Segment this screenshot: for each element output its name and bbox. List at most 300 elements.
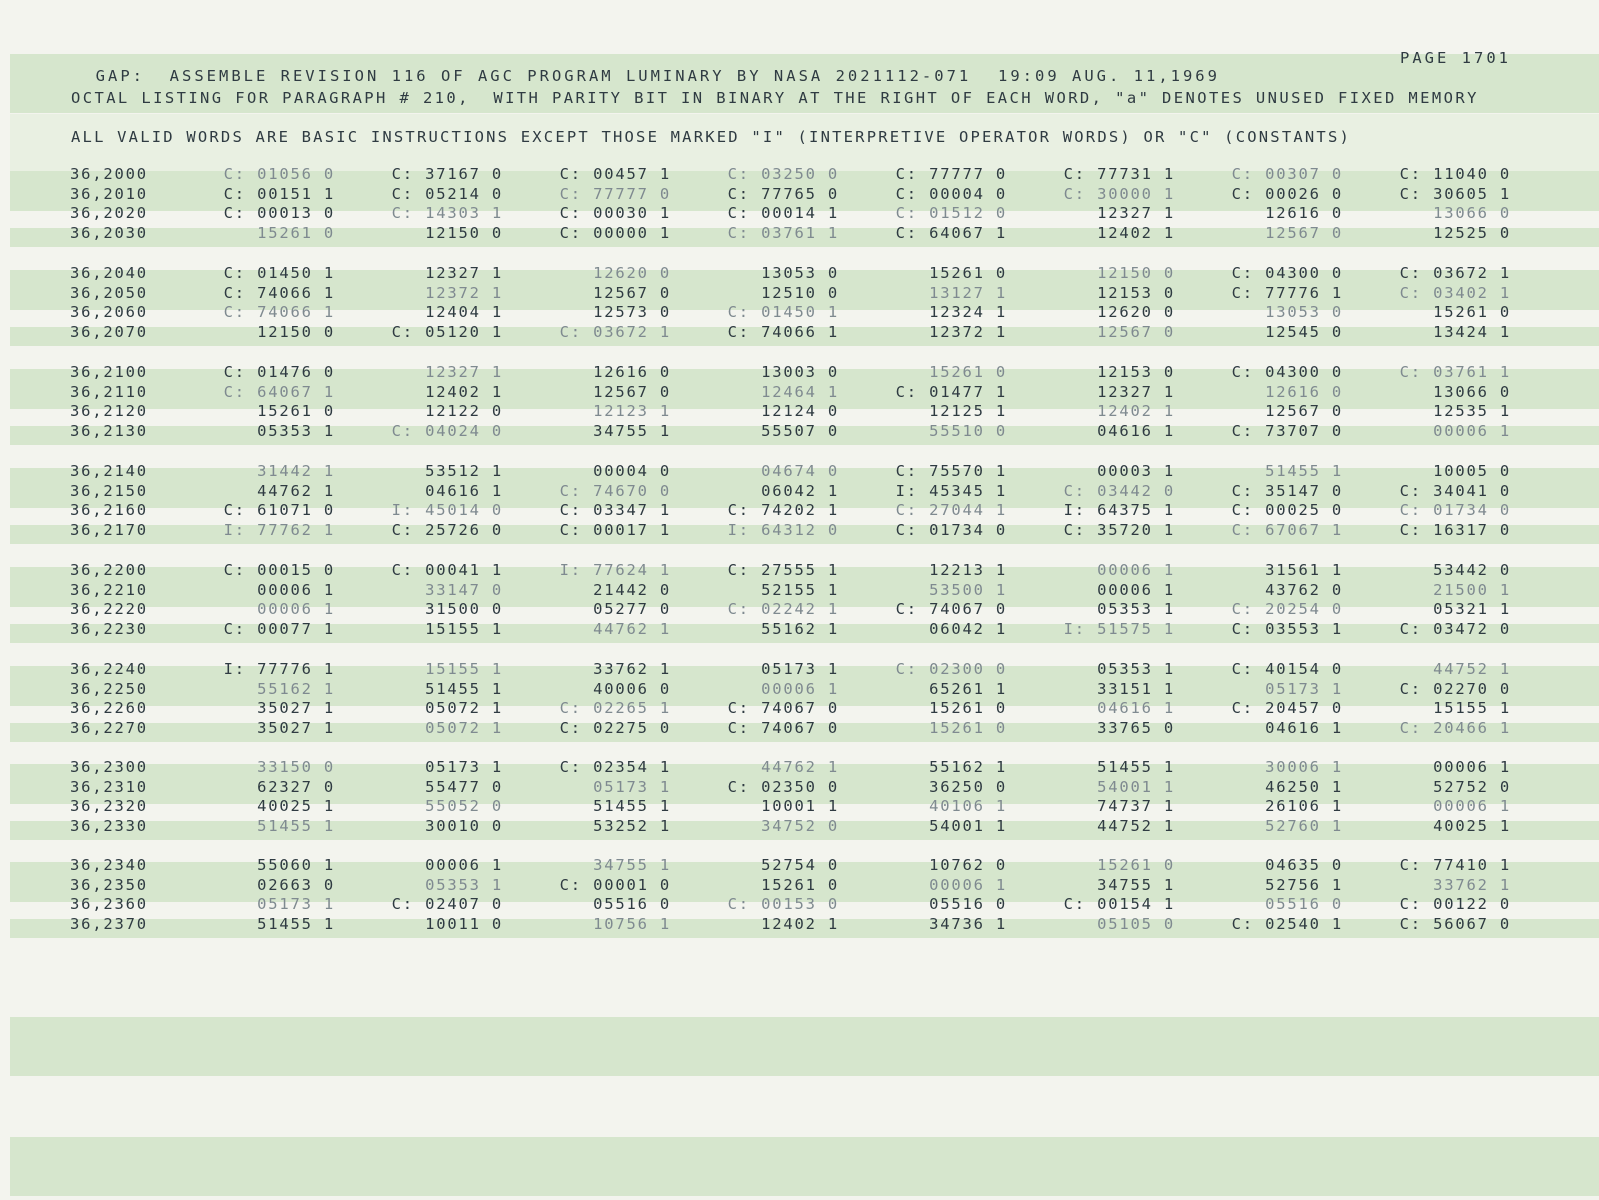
memory-word: 05173 1 [593, 777, 671, 796]
row-address: 36,2360 [70, 895, 148, 914]
memory-word: 10005 0 [1433, 462, 1511, 480]
listing-row [0, 482, 1599, 502]
memory-word: 26106 1 [1265, 797, 1343, 816]
memory-word: C: 01512 0 [895, 204, 1007, 223]
listing-row [0, 165, 1599, 185]
memory-word: 12567 0 [593, 382, 671, 401]
row-address: 36,2010 [70, 184, 148, 203]
row-address: 36,2130 [70, 422, 148, 441]
listing-row [0, 600, 1599, 620]
header-timestamp: 19:09 AUG. 11,1969 [998, 67, 1220, 85]
memory-word: 12535 1 [1433, 402, 1511, 421]
header-line-title [71, 49, 1511, 85]
listing-row [0, 758, 1599, 778]
memory-word: 04635 0 [1265, 856, 1343, 874]
memory-word: C: 05120 1 [391, 323, 503, 342]
listing-row [0, 876, 1599, 896]
memory-word: C: 02270 0 [1399, 679, 1511, 698]
memory-word: 40025 1 [1433, 817, 1511, 836]
memory-word: 00006 1 [257, 580, 335, 599]
memory-word: C: 03472 0 [1399, 620, 1511, 639]
memory-word: C: 03553 1 [1231, 620, 1343, 639]
memory-word: 00003 1 [1097, 462, 1175, 480]
row-address: 36,2150 [70, 481, 148, 500]
memory-word: 00006 1 [425, 856, 503, 874]
memory-word: 12327 1 [1097, 382, 1175, 401]
memory-word: C: 00153 0 [727, 895, 839, 914]
memory-word: 05353 1 [1097, 600, 1175, 619]
header-title: GAP: ASSEMBLE REVISION 116 OF AGC PROGRAM LUMINARY BY NASA 2021112-071 [95, 67, 972, 85]
memory-word: 05516 0 [1265, 895, 1343, 914]
memory-word: 15155 1 [1433, 699, 1511, 718]
row-address: 36,2320 [70, 797, 148, 816]
memory-word: C: 34041 0 [1399, 481, 1511, 500]
memory-word: 12150 0 [1097, 264, 1175, 282]
memory-word: C: 00457 1 [559, 165, 671, 183]
memory-word: 12327 1 [425, 363, 503, 381]
memory-word: I: 77762 1 [223, 521, 335, 540]
memory-word: 46250 1 [1265, 777, 1343, 796]
memory-word: C: 74067 0 [727, 699, 839, 718]
memory-word: 12567 0 [1097, 323, 1175, 342]
memory-word: 05277 0 [593, 600, 671, 619]
memory-word: C: 02265 1 [559, 699, 671, 718]
memory-word: 34755 1 [1097, 875, 1175, 894]
memory-word: C: 35720 1 [1063, 521, 1175, 540]
memory-word: 15261 0 [761, 875, 839, 894]
row-address: 36,2310 [70, 777, 148, 796]
memory-word: 12153 0 [1097, 283, 1175, 302]
memory-word: 51455 1 [425, 679, 503, 698]
memory-word: 12404 1 [425, 303, 503, 322]
row-address: 36,2300 [70, 758, 148, 776]
row-address: 36,2220 [70, 600, 148, 619]
blank-band [10, 1017, 1599, 1076]
memory-word: 00006 1 [929, 875, 1007, 894]
blank-band [10, 1137, 1599, 1196]
memory-word: 12510 0 [761, 283, 839, 302]
memory-word: 53442 0 [1433, 561, 1511, 579]
memory-word: C: 14303 1 [391, 204, 503, 223]
memory-word: 15261 0 [1433, 303, 1511, 322]
memory-word: 12620 0 [593, 264, 671, 282]
memory-word: 15261 0 [929, 363, 1007, 381]
memory-word: 10756 1 [593, 915, 671, 934]
memory-word: 53252 1 [593, 817, 671, 836]
memory-word: C: 01056 0 [223, 165, 335, 183]
row-address: 36,2350 [70, 875, 148, 894]
memory-word: 00006 1 [1433, 758, 1511, 776]
listing-row [0, 719, 1599, 739]
memory-word: 55510 0 [929, 422, 1007, 441]
memory-word: 34752 0 [761, 817, 839, 836]
memory-word: C: 00017 1 [559, 521, 671, 540]
memory-word: 53512 1 [425, 462, 503, 480]
memory-word: C: 37167 0 [391, 165, 503, 183]
listing-row [0, 856, 1599, 876]
listing-row [0, 620, 1599, 640]
listing-row [0, 224, 1599, 244]
memory-word: 00006 1 [1097, 580, 1175, 599]
memory-word: 05516 0 [593, 895, 671, 914]
memory-word: 13003 0 [761, 363, 839, 381]
row-address: 36,2120 [70, 402, 148, 421]
row-address: 36,2230 [70, 620, 148, 639]
memory-word: C: 16317 0 [1399, 521, 1511, 540]
memory-word: C: 00001 0 [559, 875, 671, 894]
memory-word: C: 00030 1 [559, 204, 671, 223]
memory-word: 04616 1 [1097, 699, 1175, 718]
memory-word: C: 20466 1 [1399, 719, 1511, 738]
memory-word: 13066 0 [1433, 382, 1511, 401]
memory-word: 05353 1 [1097, 660, 1175, 678]
memory-word: 44752 1 [1433, 660, 1511, 678]
memory-word: 13066 0 [1433, 204, 1511, 223]
memory-word: C: 74067 0 [727, 719, 839, 738]
memory-word: C: 67067 1 [1231, 521, 1343, 540]
memory-word: 55060 1 [257, 856, 335, 874]
memory-word: 12402 1 [761, 915, 839, 934]
memory-word: 13127 1 [929, 283, 1007, 302]
memory-word: C: 74066 1 [223, 303, 335, 322]
memory-word: C: 01450 1 [223, 264, 335, 282]
memory-word: 33765 0 [1097, 719, 1175, 738]
memory-word: C: 04024 0 [391, 422, 503, 441]
memory-word: C: 35147 0 [1231, 481, 1343, 500]
memory-word: 12567 0 [593, 283, 671, 302]
memory-word: I: 45014 0 [391, 501, 503, 520]
memory-word: 00006 1 [257, 600, 335, 619]
listing-row [0, 778, 1599, 798]
row-address: 36,2240 [70, 660, 148, 678]
memory-word: 65261 1 [929, 679, 1007, 698]
row-address: 36,2000 [70, 165, 148, 183]
memory-word: 30006 1 [1265, 758, 1343, 776]
memory-word: 12125 1 [929, 402, 1007, 421]
memory-word: C: 74067 0 [895, 600, 1007, 619]
memory-word: C: 00013 0 [223, 204, 335, 223]
memory-word: I: 64312 0 [727, 521, 839, 540]
memory-word: 00004 0 [593, 462, 671, 480]
memory-word: C: 02300 0 [895, 660, 1007, 678]
memory-word: 06042 1 [929, 620, 1007, 639]
memory-word: 40106 1 [929, 797, 1007, 816]
memory-word: 05353 1 [425, 875, 503, 894]
row-address: 36,2100 [70, 363, 148, 381]
listing-row [0, 561, 1599, 581]
memory-word: 05516 0 [929, 895, 1007, 914]
listing-row [0, 363, 1599, 383]
memory-word: 12464 1 [761, 382, 839, 401]
memory-word: I: 77624 1 [559, 561, 671, 579]
listing-row [0, 204, 1599, 224]
memory-word: 15261 0 [257, 224, 335, 243]
memory-word: 12327 1 [425, 264, 503, 282]
memory-word: 55162 1 [257, 679, 335, 698]
memory-word: C: 03250 0 [727, 165, 839, 183]
memory-word: C: 64067 1 [895, 224, 1007, 243]
memory-word: C: 30000 1 [1063, 184, 1175, 203]
memory-word: C: 03402 1 [1399, 283, 1511, 302]
memory-word: 05105 0 [1097, 915, 1175, 934]
row-address: 36,2070 [70, 323, 148, 342]
row-address: 36,2170 [70, 521, 148, 540]
memory-word: 74737 1 [1097, 797, 1175, 816]
memory-word: 05321 1 [1433, 600, 1511, 619]
memory-word: 00006 1 [1433, 797, 1511, 816]
memory-word: 51455 1 [593, 797, 671, 816]
memory-word: C: 77777 0 [895, 165, 1007, 183]
memory-word: C: 20254 0 [1231, 600, 1343, 619]
memory-word: C: 73707 0 [1231, 422, 1343, 441]
memory-word: 05072 1 [425, 719, 503, 738]
memory-word: I: 64375 1 [1063, 501, 1175, 520]
memory-word: 55477 0 [425, 777, 503, 796]
row-address: 36,2140 [70, 462, 148, 480]
memory-word: 05072 1 [425, 699, 503, 718]
memory-word: C: 04300 0 [1231, 264, 1343, 282]
memory-word: C: 61071 0 [223, 501, 335, 520]
memory-word: 62327 0 [257, 777, 335, 796]
listing-row [0, 915, 1599, 935]
memory-word: C: 77731 1 [1063, 165, 1175, 183]
memory-word: 02663 0 [257, 875, 335, 894]
listing-row [0, 323, 1599, 343]
memory-word: 33762 1 [593, 660, 671, 678]
memory-word: I: 77776 1 [223, 660, 335, 678]
row-address: 36,2210 [70, 580, 148, 599]
memory-word: 44752 1 [1097, 817, 1175, 836]
memory-word: 04616 1 [1097, 422, 1175, 441]
memory-word: 05173 1 [761, 660, 839, 678]
listing-row [0, 817, 1599, 837]
listing-row [0, 383, 1599, 403]
memory-word: C: 77410 1 [1399, 856, 1511, 874]
memory-word: 12372 1 [425, 283, 503, 302]
memory-word: C: 01734 0 [895, 521, 1007, 540]
memory-word: C: 03347 1 [559, 501, 671, 520]
memory-word: 06042 1 [761, 481, 839, 500]
memory-word: C: 25726 0 [391, 521, 503, 540]
memory-word: 00006 1 [1097, 561, 1175, 579]
memory-word: C: 00151 1 [223, 184, 335, 203]
memory-word: 30010 0 [425, 817, 503, 836]
memory-word: C: 74066 1 [223, 283, 335, 302]
memory-word: C: 00014 1 [727, 204, 839, 223]
memory-word: C: 01476 0 [223, 363, 335, 381]
memory-word: C: 56067 0 [1399, 915, 1511, 934]
memory-word: 05173 1 [1265, 679, 1343, 698]
memory-word: 04616 1 [1265, 719, 1343, 738]
memory-word: 00006 1 [1433, 422, 1511, 441]
listing-row [0, 462, 1599, 482]
memory-word: 12213 1 [929, 561, 1007, 579]
memory-word: 31500 0 [425, 600, 503, 619]
memory-word: C: 02407 0 [391, 895, 503, 914]
memory-word: C: 03442 0 [1063, 481, 1175, 500]
memory-word: C: 27555 1 [727, 561, 839, 579]
memory-word: 21500 1 [1433, 580, 1511, 599]
memory-word: 12620 0 [1097, 303, 1175, 322]
memory-word: C: 74670 0 [559, 481, 671, 500]
row-address: 36,2330 [70, 817, 148, 836]
memory-word: 44762 1 [257, 481, 335, 500]
memory-word: 40006 0 [593, 679, 671, 698]
memory-word: 12402 1 [425, 382, 503, 401]
memory-word: C: 74066 1 [727, 323, 839, 342]
row-address: 36,2250 [70, 679, 148, 698]
header-line-description: OCTAL LISTING FOR PARAGRAPH # 210, WITH PARITY BIT IN BINARY AT THE RIGHT OF EACH WORD, "a" DENOTES UNUSED FIXED MEMORY [71, 89, 1479, 107]
memory-word: 40025 1 [257, 797, 335, 816]
row-address: 36,2020 [70, 204, 148, 223]
listing-row [0, 581, 1599, 601]
memory-word: C: 02242 1 [727, 600, 839, 619]
memory-word: 12573 0 [593, 303, 671, 322]
memory-word: 15261 0 [929, 719, 1007, 738]
memory-word: C: 04300 0 [1231, 363, 1343, 381]
memory-word: C: 75570 1 [895, 462, 1007, 480]
memory-word: 33762 1 [1433, 875, 1511, 894]
memory-word: 12616 0 [1265, 204, 1343, 223]
memory-word: 12402 1 [1097, 224, 1175, 243]
memory-word: 15155 1 [425, 620, 503, 639]
memory-word: C: 01477 1 [895, 382, 1007, 401]
memory-word: 15261 0 [257, 402, 335, 421]
memory-word: 53500 1 [929, 580, 1007, 599]
memory-word: C: 00041 1 [391, 561, 503, 579]
listing-row [0, 699, 1599, 719]
listing-row [0, 422, 1599, 442]
memory-word: 44762 1 [593, 620, 671, 639]
memory-word: 44762 1 [761, 758, 839, 776]
row-address: 36,2110 [70, 382, 148, 401]
memory-word: C: 00015 0 [223, 561, 335, 579]
memory-word: C: 00122 0 [1399, 895, 1511, 914]
listing-row [0, 660, 1599, 680]
memory-word: C: 74202 1 [727, 501, 839, 520]
memory-word: 10001 1 [761, 797, 839, 816]
memory-word: C: 00000 1 [559, 224, 671, 243]
memory-word: 54001 1 [929, 817, 1007, 836]
memory-word: 10011 0 [425, 915, 503, 934]
memory-word: 12324 1 [929, 303, 1007, 322]
listing-row [0, 895, 1599, 915]
memory-word: 12122 0 [425, 402, 503, 421]
memory-word: 10762 0 [929, 856, 1007, 874]
memory-word: 12153 0 [1097, 363, 1175, 381]
memory-word: 51455 1 [1097, 758, 1175, 776]
memory-word: 31442 1 [257, 462, 335, 480]
memory-word: 13053 0 [1265, 303, 1343, 322]
memory-word: C: 03672 1 [559, 323, 671, 342]
memory-word: 52760 1 [1265, 817, 1343, 836]
row-address: 36,2160 [70, 501, 148, 520]
memory-word: 55162 1 [929, 758, 1007, 776]
listing-row [0, 402, 1599, 422]
memory-word: C: 01734 0 [1399, 501, 1511, 520]
memory-word: 12567 0 [1265, 224, 1343, 243]
memory-word: C: 02540 1 [1231, 915, 1343, 934]
row-address: 36,2340 [70, 856, 148, 874]
memory-word: 05173 1 [257, 895, 335, 914]
row-address: 36,2260 [70, 699, 148, 718]
memory-word: C: 02275 0 [559, 719, 671, 738]
memory-word: C: 30605 1 [1399, 184, 1511, 203]
memory-word: C: 77776 1 [1231, 283, 1343, 302]
memory-word: 33150 0 [257, 758, 335, 776]
memory-word: 12616 0 [593, 363, 671, 381]
memory-word: C: 00025 0 [1231, 501, 1343, 520]
memory-word: I: 45345 1 [895, 481, 1007, 500]
page-number: PAGE 1701 [1400, 49, 1511, 67]
memory-word: 12150 0 [257, 323, 335, 342]
memory-word: C: 64067 1 [223, 382, 335, 401]
memory-word: 12327 1 [1097, 204, 1175, 223]
memory-word: C: 02350 0 [727, 777, 839, 796]
memory-word: 33151 1 [1097, 679, 1175, 698]
listing-row [0, 680, 1599, 700]
memory-word: C: 05214 0 [391, 184, 503, 203]
memory-word: 04616 1 [425, 481, 503, 500]
memory-word: C: 00004 0 [895, 184, 1007, 203]
memory-word: 05353 1 [257, 422, 335, 441]
memory-word: 55507 0 [761, 422, 839, 441]
memory-word: 52754 0 [761, 856, 839, 874]
memory-word: C: 03761 1 [1399, 363, 1511, 381]
memory-word: 35027 1 [257, 719, 335, 738]
memory-word: 51455 1 [1265, 462, 1343, 480]
memory-word: 12372 1 [929, 323, 1007, 342]
listing-row [0, 185, 1599, 205]
memory-word: C: 11040 0 [1399, 165, 1511, 183]
listing-row [0, 264, 1599, 284]
header-line-legend: ALL VALID WORDS ARE BASIC INSTRUCTIONS EXCEPT THOSE MARKED "I" (INTERPRETIVE OPERATOR WORDS) OR "C" (CONSTANTS) [71, 128, 1352, 146]
memory-word: 00006 1 [761, 679, 839, 698]
memory-word: 43762 0 [1265, 580, 1343, 599]
memory-word: 34736 1 [929, 915, 1007, 934]
memory-word: 34755 1 [593, 422, 671, 441]
row-address: 36,2370 [70, 915, 148, 934]
row-address: 36,2200 [70, 561, 148, 579]
memory-word: 12616 0 [1265, 382, 1343, 401]
listing-row [0, 501, 1599, 521]
memory-word: 31561 1 [1265, 561, 1343, 579]
memory-word: C: 03761 1 [727, 224, 839, 243]
listing-row [0, 284, 1599, 304]
memory-word: C: 02354 1 [559, 758, 671, 776]
memory-word: 13424 1 [1433, 323, 1511, 342]
memory-word: 04674 0 [761, 462, 839, 480]
memory-word: C: 00026 0 [1231, 184, 1343, 203]
memory-word: C: 03672 1 [1399, 264, 1511, 282]
memory-word: 05173 1 [425, 758, 503, 776]
memory-word: 35027 1 [257, 699, 335, 718]
memory-word: 36250 0 [929, 777, 1007, 796]
memory-word: 13053 0 [761, 264, 839, 282]
memory-word: 12525 0 [1433, 224, 1511, 243]
memory-word: 12567 0 [1265, 402, 1343, 421]
memory-word: 12124 0 [761, 402, 839, 421]
listing-row [0, 797, 1599, 817]
memory-word: 51455 1 [257, 817, 335, 836]
memory-word: 34755 1 [593, 856, 671, 874]
memory-word: C: 01450 1 [727, 303, 839, 322]
memory-word: 15261 0 [1097, 856, 1175, 874]
memory-word: 54001 1 [1097, 777, 1175, 796]
memory-word: 21442 0 [593, 580, 671, 599]
memory-word: 15261 0 [929, 699, 1007, 718]
memory-word: 52756 1 [1265, 875, 1343, 894]
